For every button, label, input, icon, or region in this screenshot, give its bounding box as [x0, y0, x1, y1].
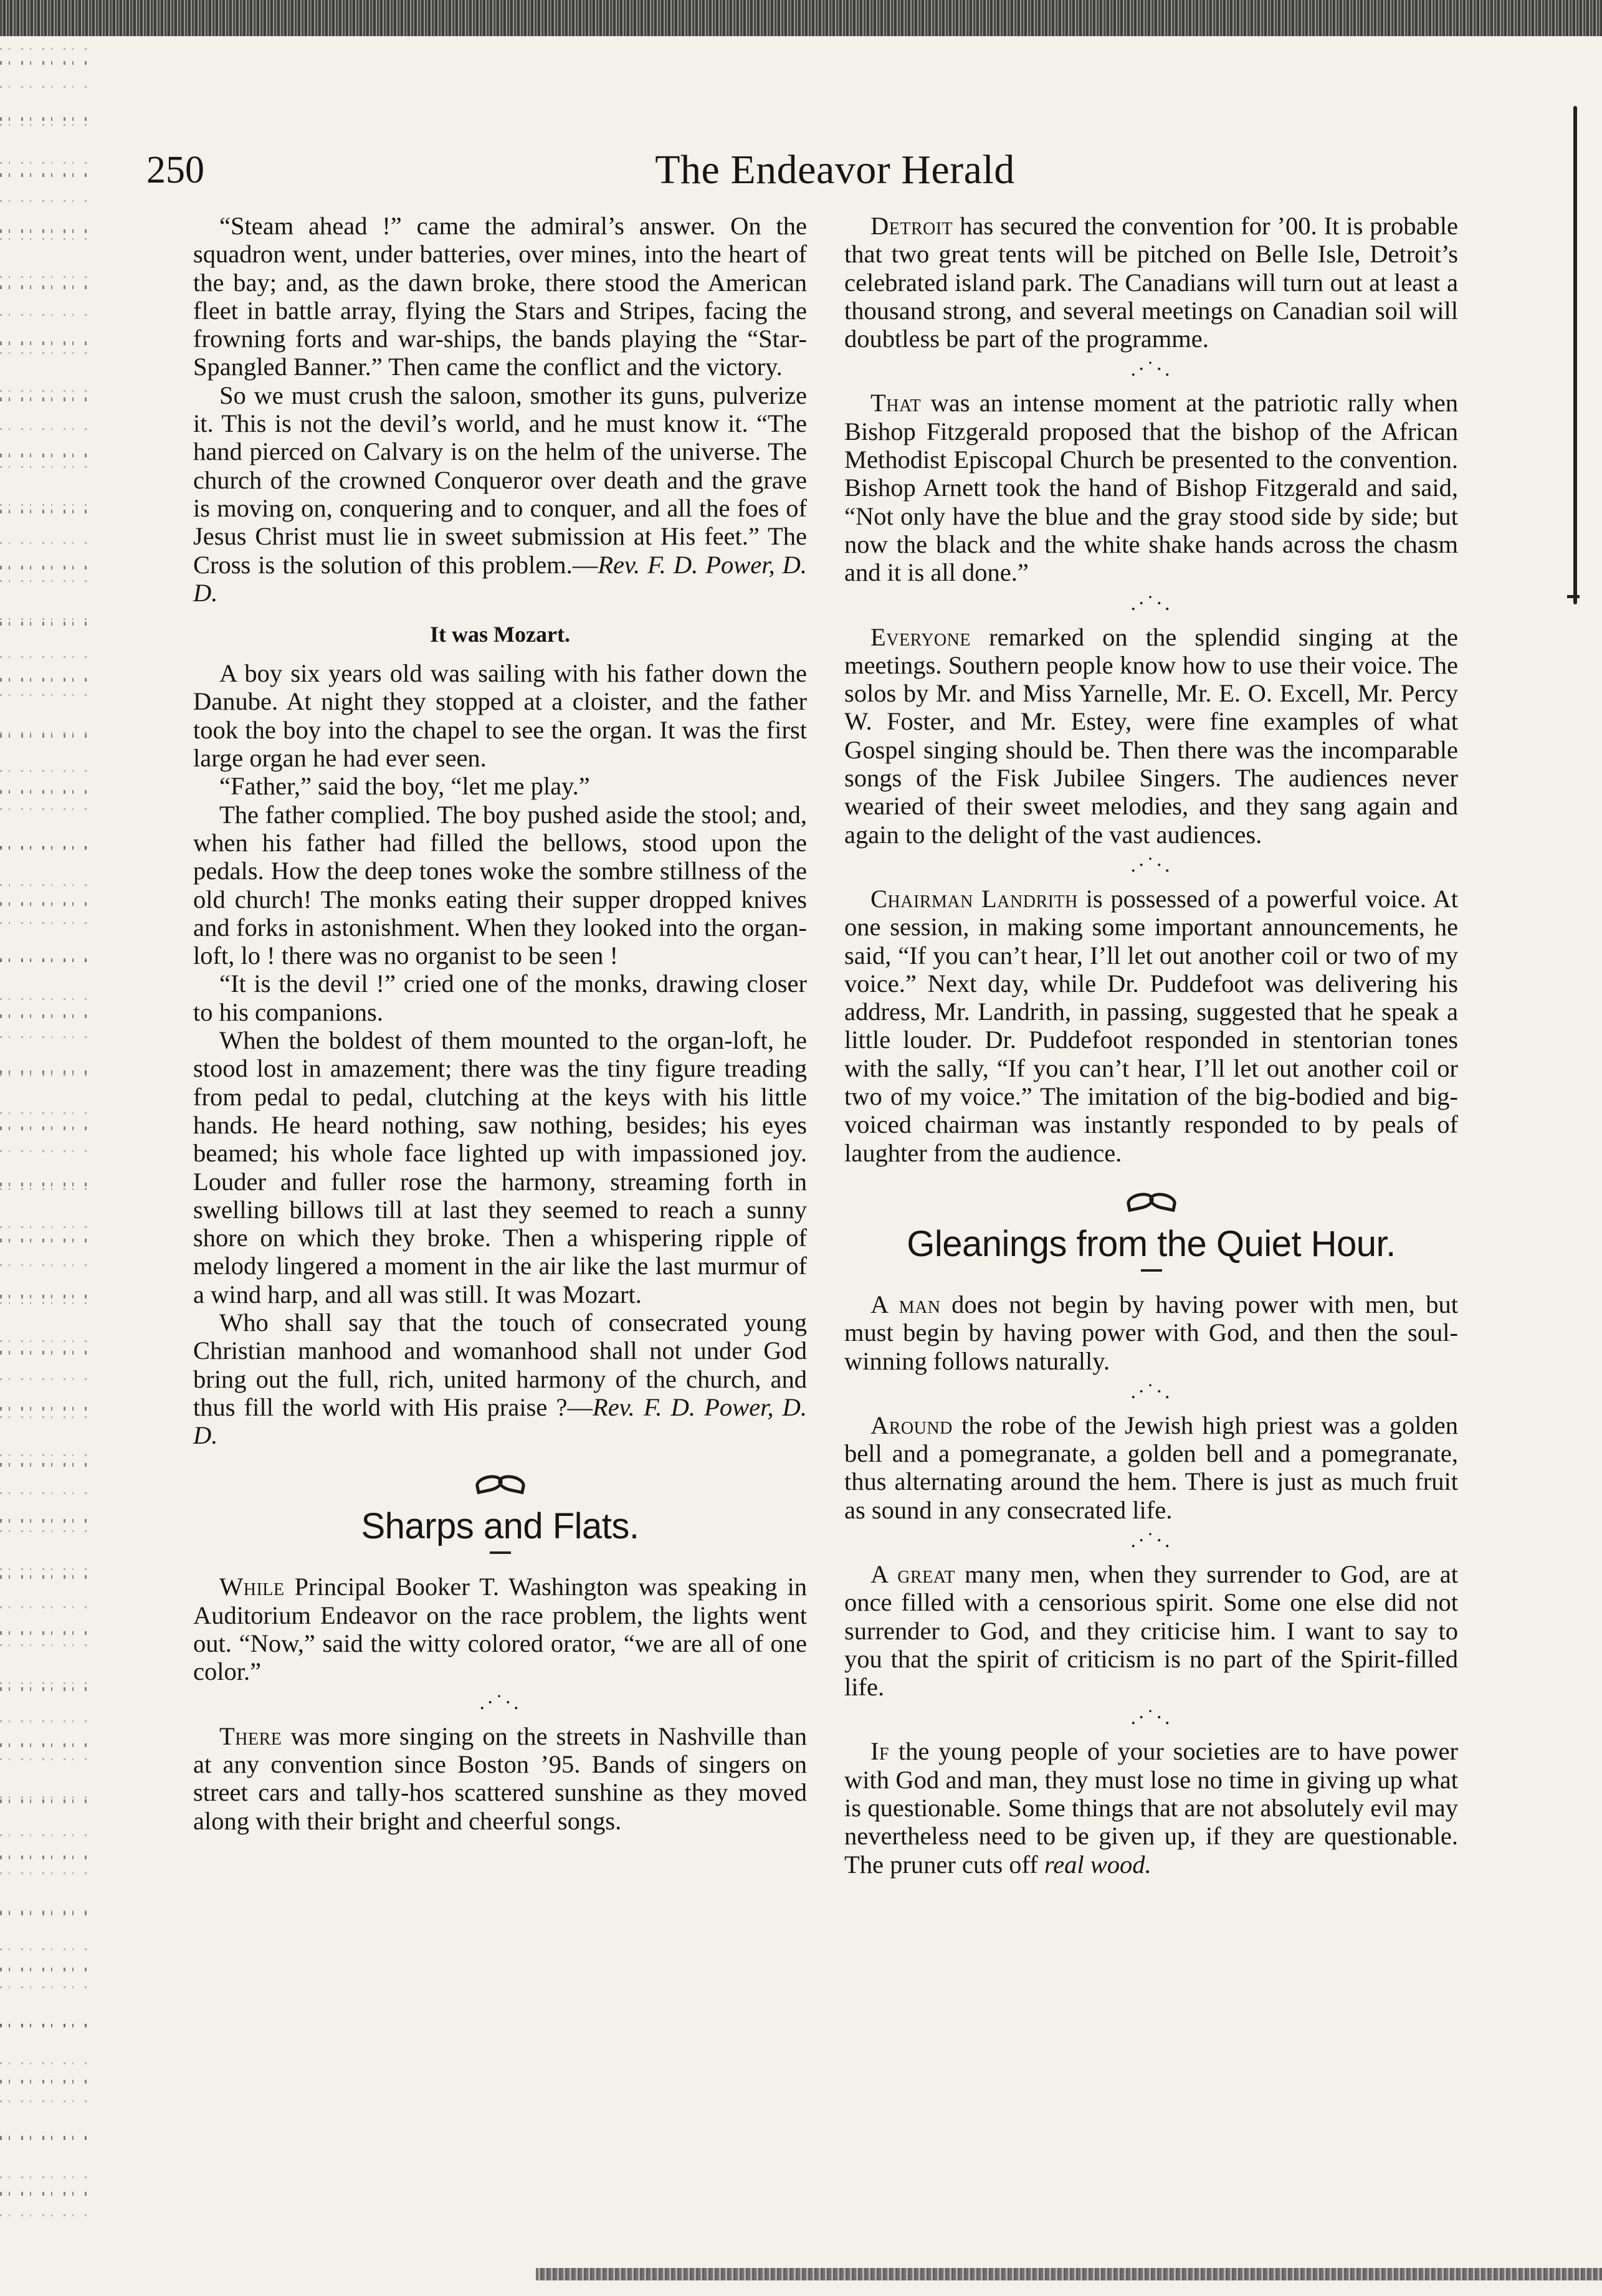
paragraph: [844, 623, 1458, 849]
section-title-sharps: Sharps and Flats.: [361, 1506, 639, 1547]
paragraph-text: the robe of the Jewish high priest was a golden bell and a pomegranate, a golden bell and a pomegranate, thus alternating around the hem. There is just as much fruit as sound in any consecrated life.: [844, 1411, 1458, 1524]
paragraph: [844, 885, 1458, 1167]
dots-separator: .·˙·.: [1130, 358, 1172, 381]
dots-separator: .·˙·.: [1130, 1706, 1172, 1730]
dots-separator: .·˙·.: [479, 1690, 521, 1714]
paragraph-text: remarked on the splendid singing at the meetings. Southern people know how to use their voice. The solos by Mr. and Miss Yarnelle, Mr. E. O. Excell, Mr. Percy W. Foster, and Mr. Estey, were fine examples of what Gospel singing should be. Then there was the incomparable songs of the Fisk Jubilee Singers. The audiences never wearied of their sweet melodies, and they sang again and again to the delight of the vast audiences.: [844, 622, 1458, 849]
paragraph: [193, 1722, 807, 1835]
paragraph: “It is the devil !” cried one of the monks, drawing closer to his companions.: [193, 969, 807, 1026]
emphasis: real wood.: [1044, 1850, 1151, 1879]
paragraph-text: many men, when they surrender to God, are at once filled with a censorious spirit. Some one else did not surrender to God, and they criticise him. I want to say to you that the spirit of criticism is no part of the Spirit-filled life.: [844, 1560, 1458, 1702]
left-column: [193, 212, 807, 1835]
paragraph: [844, 1560, 1458, 1701]
paragraph: [193, 381, 807, 607]
paragraph: A boy six years old was sailing with his father down the Danube. At night they stopped at a cloister, and the father took the boy into the chapel to see the organ. It was the first large organ he had ever seen.: [193, 659, 807, 773]
paragraph: When the boldest of them mounted to the organ-loft, he stood lost in amazement; there was the tiny figure treading from pedal to pedal, clutching at the keys with his little hands. He heard nothing, saw nothing, besides; his eyes beamed; his whole face lighted up with impassioned joy. Louder and fuller rose the harmony, streaming forth in swelling billows till at last they seemed to reach a sunny shore on which they broke. Then a whispering ripple of melody lingered a moment in the air like the last murmur of a wind harp, and all was still. It was Mozart.: [193, 1026, 807, 1308]
paragraph: [193, 1573, 807, 1685]
paragraph-text: was more singing on the streets in Nashville than at any convention since Boston ’95. Bands of singers on street cars and tally-hos scattered sunshine as they moved along with their bright and cheerful songs.: [193, 1722, 807, 1835]
paragraph: [844, 1290, 1458, 1375]
page-number: 250: [146, 149, 204, 191]
lead-word: While: [219, 1573, 285, 1601]
margin-bracket-mark: [1573, 106, 1577, 604]
paragraph: [844, 1737, 1458, 1878]
journal-title: The Endeavor Herald: [655, 147, 1015, 193]
lead-word: There: [219, 1722, 282, 1750]
paragraph: [844, 212, 1458, 353]
paragraph: [193, 1308, 807, 1449]
paragraph: “Father,” said the boy, “let me play.”: [219, 772, 590, 801]
lead-word: Chairman Landrith: [870, 884, 1078, 913]
paragraph-text: is possessed of a powerful voice. At one session, in making some important announcements, he said, “If you can’t hear, I’ll let out another coil or two of my voice.” Next day, while Dr. Puddefoot was delivering his address, Mr. Landrith, in passing, suggested that he speak a little louder. Dr. Puddefoot responded in stentorian tones with the sally, “If you can’t hear, I’ll let out another coil or two of my voice.” The imitation of the big-bodied and big-voiced chairman was instantly responded to by peals of laughter from the audience.: [844, 884, 1458, 1167]
top-scan-border: [0, 0, 1602, 36]
running-head: [146, 142, 1523, 198]
ornament-icon: [193, 1464, 807, 1497]
lead-word: Everyone: [870, 622, 971, 651]
paragraph-text: does not begin by having power with men, but must begin by having power with God, and then the soul-winning follows naturally.: [844, 1290, 1458, 1375]
margin-bracket-tick: [1567, 595, 1580, 598]
section-title-gleanings: Gleanings from the Quiet Hour.: [907, 1223, 1396, 1264]
ornament-icon: [844, 1182, 1458, 1214]
lead-word: A man: [870, 1290, 941, 1318]
lead-word: Around: [870, 1411, 953, 1439]
paragraph-text: So we must crush the saloon, smother its guns, pulverize it. This is not the devil’s world, and he must know it. “The hand pierced on Calvary is on the helm of the universe. The church of the crowned Conqueror over death and the grave is moving on, conquering and to conquer, and all the foes of Jesus Christ must lie in sweet submission at His feet.” The Cross is the solution of this problem.—: [193, 381, 807, 579]
paragraph: “Steam ahead !” came the admiral’s answer. On the squadron went, under batteries, over mines, into the heart of the bay; and, as the dawn broke, there stood the American fleet in battle array, flying the Stars and Stripes, facing the frowning forts and war-ships, the bands playing the “Star-Spangled Banner.” Then came the conflict and the victory.: [193, 212, 807, 381]
margin-scan-noise: [0, 37, 93, 2231]
bottom-scan-border: [536, 2268, 1602, 2280]
subheading: It was Mozart.: [430, 622, 570, 647]
lead-word: A great: [870, 1560, 955, 1588]
dots-separator: .·˙·.: [1130, 1528, 1172, 1552]
title-rule: [490, 1551, 511, 1554]
dots-separator: .·˙·.: [1130, 853, 1172, 877]
paragraph: The father complied. The boy pushed aside the stool; and, when his father had filled the bellows, stood upon the pedals. How the deep tones woke the sombre stillness of the old church! The monks eating their supper dropped knives and forks in astonishment. When they looked into the organ-loft, lo ! there was no organist to be seen !: [193, 800, 807, 970]
paragraph: [844, 389, 1458, 586]
paragraph-text: the young people of your societies are to have power with God and man, they must lose no time in giving up what is questionable. Some things that are not absolutely evil may nevertheless need to be given up, if they are questionable. The pruner cuts off: [844, 1737, 1458, 1879]
paragraph: [844, 1411, 1458, 1524]
right-column: [844, 212, 1458, 1879]
paragraph-text: has secured the convention for ’00. It is probable that two great tents will be pitched on Belle Isle, Detroit’s celebrated island park. The Canadians will turn out at least a thousand strong, and several meetings on Canadian soil will doubtless be part of the programme.: [844, 212, 1458, 353]
attribution: Rev. F. D. Power, D. D.: [193, 550, 808, 607]
dots-separator: .·˙·.: [1130, 1379, 1172, 1403]
attribution: Rev. F. D. Power, D. D.: [193, 1393, 807, 1450]
paragraph-text: Who shall say that the touch of consecrated young Christian manhood and womanhood shall not under God bring out the full, rich, united harmony of the church, and thus fill the world with His praise ?—: [193, 1308, 807, 1421]
dots-separator: .·˙·.: [1130, 591, 1172, 615]
title-rule: [1141, 1269, 1162, 1272]
paragraph-text: Principal Booker T. Washington was speaking in Auditorium Endeavor on the race problem, the lights went out. “Now,” said the witty colored orator, “we are all of one color.”: [193, 1573, 807, 1686]
lead-word: Detroit: [870, 212, 953, 240]
paragraph-text: was an intense moment at the patriotic rally when Bishop Fitzgerald proposed that the bishop of the African Methodist Episcopal Church be presented to the convention. Bishop Arnett took the hand of Bishop Fitzgerald and said, “Not only have the blue and the gray stood side by side; but now the black and the white shake hands across the chasm and it is all done.”: [844, 389, 1458, 587]
lead-word: If: [870, 1737, 890, 1766]
lead-word: That: [870, 389, 922, 417]
